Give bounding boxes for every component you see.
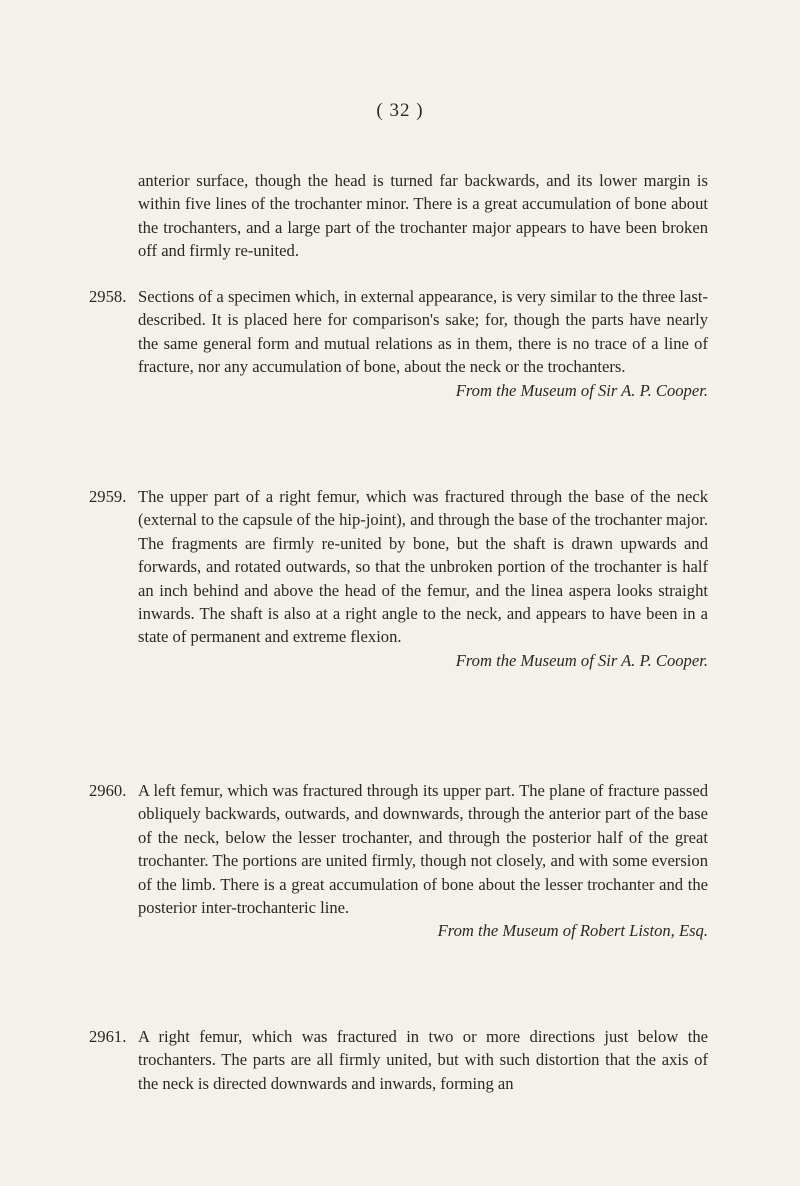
entry-source: From the Museum of Sir A. P. Cooper. (455, 650, 708, 670)
entry-source: From the Museum of Sir A. P. Cooper. (455, 380, 708, 400)
entry-paragraph (89, 485, 708, 649)
entry-number: 2959. (89, 487, 127, 506)
page-number: ( 32 ) (376, 100, 424, 121)
entry-text: A left femur, which was fractured through its upper part. The plane of fracture passed obliquely backwards, outwards, and downwards, through the anterior part of the base of the neck, below the lesser trochanter, and through the posterior half of the great trochanter. The portions are united firmly, though not closely, and with some eversion of the limb. There is a great accumulation of bone about the lesser trochanter and the posterior inter-trochanteric line. (138, 781, 708, 918)
continuation-text: anterior surface, though the head is turned far backwards, and its lower margin is within five lines of the trochanter minor. There is a great accumulation of bone about the trochanters, and a large part of the trochanter major appears to have been broken off and firmly re-united. (138, 171, 708, 261)
entry-paragraph (89, 285, 708, 379)
entry-source: From the Museum of Robert Liston, Esq. (437, 921, 708, 941)
entry-number: 2960. (89, 781, 127, 800)
catalogue-entry-2960 (89, 779, 708, 943)
entry-text: A right femur, which was fractured in two or more directions just below the trochanters. The parts are all firmly united, but with such distortion that the axis of the neck is directed downwards and inwards, forming an (138, 1027, 708, 1093)
entry-number: 2961. (89, 1027, 127, 1046)
catalogue-entry-2959 (89, 485, 708, 672)
entry-text: The upper part of a right femur, which was fractured through the base of the neck (external to the capsule of the hip-joint), and through the base of the trochanter major. The fragments are firmly re-united by bone, but the shaft is drawn upwards and forwards, and rotated outwards, so that the unbroken portion of the trochanter is half an inch behind and above the head of the femur, and the linea aspera looks straight inwards. The shaft is also at a right angle to the neck, and appears to have been in a state of permanent and extreme flexion. (138, 487, 708, 647)
catalogue-entry-2961 (89, 1025, 708, 1095)
entry-text: Sections of a specimen which, in external appearance, is very similar to the three last-described. It is placed here for comparison's sake; for, though the parts have nearly the same general form and mutual relations as in them, there is no trace of a line of fracture, nor any accumulation of bone, about the neck or the trochanters. (138, 287, 708, 377)
entry-paragraph (89, 1025, 708, 1095)
entry-paragraph (89, 779, 708, 919)
entry-number: 2958. (89, 287, 127, 306)
catalogue-entry-2958 (89, 285, 708, 402)
continuation-paragraph (138, 169, 708, 263)
